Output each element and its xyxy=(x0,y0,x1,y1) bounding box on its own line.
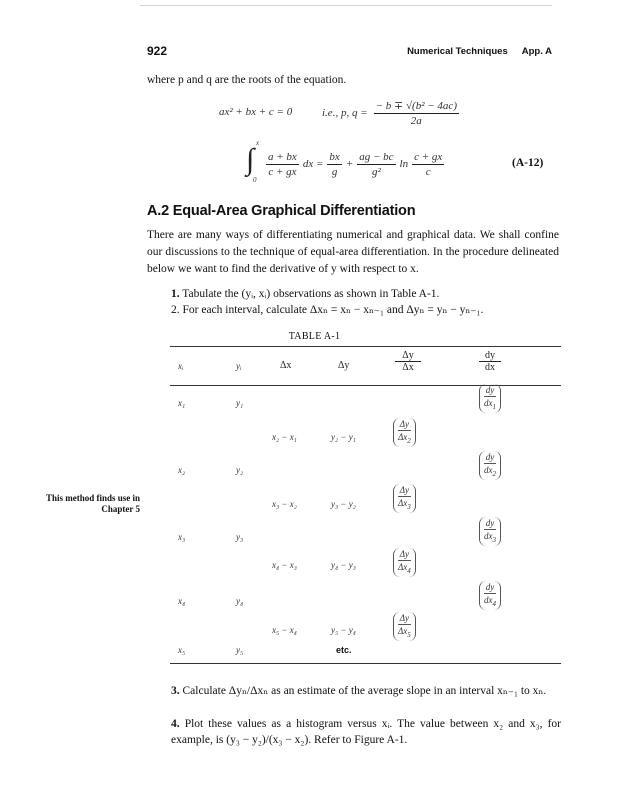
term-1-denominator: g xyxy=(331,165,338,178)
header-delta-y: Δy xyxy=(338,360,350,371)
integral-term-1 xyxy=(327,151,341,178)
derivative-4-subscript: 4 xyxy=(492,599,496,608)
ratio-4-denominator: Δx xyxy=(398,562,408,572)
derivative-1-denominator: dx xyxy=(484,398,493,408)
log-denominator: c xyxy=(425,165,431,178)
step-3 xyxy=(171,683,561,699)
running-head-appendix: App. A xyxy=(521,46,552,57)
header-derivative-numerator: dy xyxy=(479,350,501,362)
header-derivative xyxy=(479,350,501,373)
ratio-2 xyxy=(393,418,416,447)
step-3-number: 3. xyxy=(171,685,180,697)
derivative-3-numerator: dy xyxy=(485,518,495,528)
table-caption: TABLE A-1 xyxy=(288,331,341,342)
quadratic-denominator: 2a xyxy=(410,115,422,127)
table-etc: etc. xyxy=(336,645,352,655)
table-header-rule xyxy=(170,385,561,386)
ratio-2-numerator: Δy xyxy=(399,419,410,429)
step-1-number: 1. xyxy=(171,288,180,300)
ratio-5 xyxy=(393,612,416,641)
row-x3: x₃ xyxy=(178,532,186,542)
interval-4-dx: x₅ − x₄ xyxy=(272,625,297,635)
integral-upper-limit: x xyxy=(256,139,260,147)
running-head-title: Numerical Techniques xyxy=(407,46,508,57)
integrand-numerator: a + bx xyxy=(268,150,297,163)
derivative-3-subscript: 3 xyxy=(492,535,496,544)
derivative-2-subscript: 2 xyxy=(492,469,496,478)
ratio-5-numerator: Δy xyxy=(399,613,410,623)
row-y1: y₁ xyxy=(236,398,244,408)
row-y5: y₅ xyxy=(236,645,244,655)
derivative-2-denominator: dx xyxy=(484,465,493,475)
ratio-3-denominator: Δx xyxy=(398,498,408,508)
derivative-3 xyxy=(479,517,501,546)
step-2 xyxy=(171,302,571,318)
header-derivative-denominator: dx xyxy=(485,362,495,373)
ratio-4-subscript: 4 xyxy=(407,566,411,575)
header-ratio-denominator: Δx xyxy=(402,362,414,373)
step-1 xyxy=(171,286,561,302)
step-2-text: For each interval, calculate Δxₙ = xₙ − xₙ₋₁ and Δyₙ = yₙ − yₙ₋₁. xyxy=(182,304,484,316)
term-2-denominator: g² xyxy=(371,165,381,178)
interval-3-dx: x₄ − x₃ xyxy=(272,560,297,570)
roots-line: where p and q are the roots of the equation. xyxy=(147,74,347,86)
derivative-4-denominator: dx xyxy=(484,595,493,605)
integrand-denominator: c + gx xyxy=(268,165,297,178)
interval-3-dy: y₄ − y₃ xyxy=(331,560,356,570)
integral-operator: + xyxy=(345,158,354,170)
row-y3: y₃ xyxy=(236,532,244,542)
row-x4: x₄ xyxy=(178,596,186,606)
row-y2: y₂ xyxy=(236,465,244,475)
header-ratio xyxy=(395,350,421,373)
derivative-4-numerator: dy xyxy=(485,582,495,592)
log-numerator: c + gx xyxy=(414,150,443,163)
step-1-text: Tabulate the (yᵢ, xᵢ) observations as shown in Table A-1. xyxy=(182,288,440,300)
integral-dx: dx = xyxy=(302,158,324,170)
integrand xyxy=(266,151,299,178)
ratio-2-subscript: 2 xyxy=(407,436,411,445)
integral-log-argument xyxy=(412,151,444,178)
ratio-5-denominator: Δx xyxy=(398,626,408,636)
integral-ln: ln xyxy=(399,158,409,170)
header-ratio-numerator: Δy xyxy=(395,350,421,362)
top-rule xyxy=(140,5,552,6)
header-x: xᵢ xyxy=(178,361,184,371)
derivative-3-denominator: dx xyxy=(484,531,493,541)
quadratic-equation xyxy=(219,106,292,118)
integral-equation xyxy=(246,139,444,185)
table-bottom-rule xyxy=(170,663,561,664)
step-2-number: 2. xyxy=(171,304,180,316)
term-2-numerator: ag − bc xyxy=(359,150,394,163)
derivative-1-subscript: 1 xyxy=(492,402,496,411)
quadratic-ie: i.e., p, q = xyxy=(322,107,368,119)
derivative-4 xyxy=(479,581,501,610)
interval-4-dy: y₅ − y₄ xyxy=(331,625,356,635)
interval-2-dx: x₃ − x₂ xyxy=(272,499,297,509)
derivative-1-numerator: dy xyxy=(485,385,495,395)
section-title: A.2 Equal-Area Graphical Differentiation xyxy=(147,203,416,219)
ratio-3-subscript: 3 xyxy=(407,502,411,511)
intro-paragraph: There are many ways of differentiating numerical and graphical data. We shall confine our discussions to the technique of equal-area differentiation. In the procedure delineated below we want to find the derivative of y with respect to x. xyxy=(147,229,559,275)
derivative-2-numerator: dy xyxy=(485,452,495,462)
header-y: yᵢ xyxy=(236,361,242,371)
quadratic-fraction xyxy=(374,99,459,127)
step-4-text: Plot these values as a histogram versus xᵢ. The value between x₂ and x₃, for example, is (y₃ − y₂)/(x₃ − x₂). Refer to Figure A-1. xyxy=(171,718,561,746)
margin-note: This method finds use in Chapter 5 xyxy=(45,493,140,514)
ratio-3-numerator: Δy xyxy=(399,485,410,495)
quadratic-expression: ax² + bx + c = 0 xyxy=(219,106,293,118)
row-y4: y₄ xyxy=(236,596,244,606)
ratio-4 xyxy=(393,548,416,577)
integral-lower-limit: 0 xyxy=(253,176,257,184)
row-x2: x₂ xyxy=(178,465,186,475)
quadratic-numerator: − b ∓ √(b² − 4ac) xyxy=(375,100,457,112)
ratio-2-denominator: Δx xyxy=(398,432,408,442)
derivative-1 xyxy=(479,384,501,413)
interval-2-dy: y₃ − y₂ xyxy=(331,499,356,509)
step-3-text: Calculate Δyₙ/Δxₙ as an estimate of the average slope in an interval xₙ₋₁ to xₙ. xyxy=(182,685,547,697)
step-4-number: 4. xyxy=(171,718,180,730)
derivative-2 xyxy=(479,451,501,480)
row-x1: x₁ xyxy=(178,398,186,408)
interval-1-dx: x₂ − x₁ xyxy=(272,432,297,442)
interval-1-dy: y₂ − y₁ xyxy=(331,432,356,442)
integral-term-2 xyxy=(357,151,395,178)
integral-sign: ∫ x 0 xyxy=(246,139,260,184)
equation-label: (A-12) xyxy=(512,157,544,169)
ratio-3 xyxy=(393,484,416,513)
term-1-numerator: bx xyxy=(329,150,340,163)
table-top-rule xyxy=(170,346,561,347)
step-4 xyxy=(171,716,561,748)
ratio-5-subscript: 5 xyxy=(407,630,411,639)
ratio-4-numerator: Δy xyxy=(399,549,410,559)
quadratic-roots xyxy=(322,99,459,127)
running-head xyxy=(407,46,552,57)
row-x5: x₅ xyxy=(178,645,186,655)
page-number: 922 xyxy=(147,44,168,58)
header-delta-x: Δx xyxy=(280,360,292,371)
